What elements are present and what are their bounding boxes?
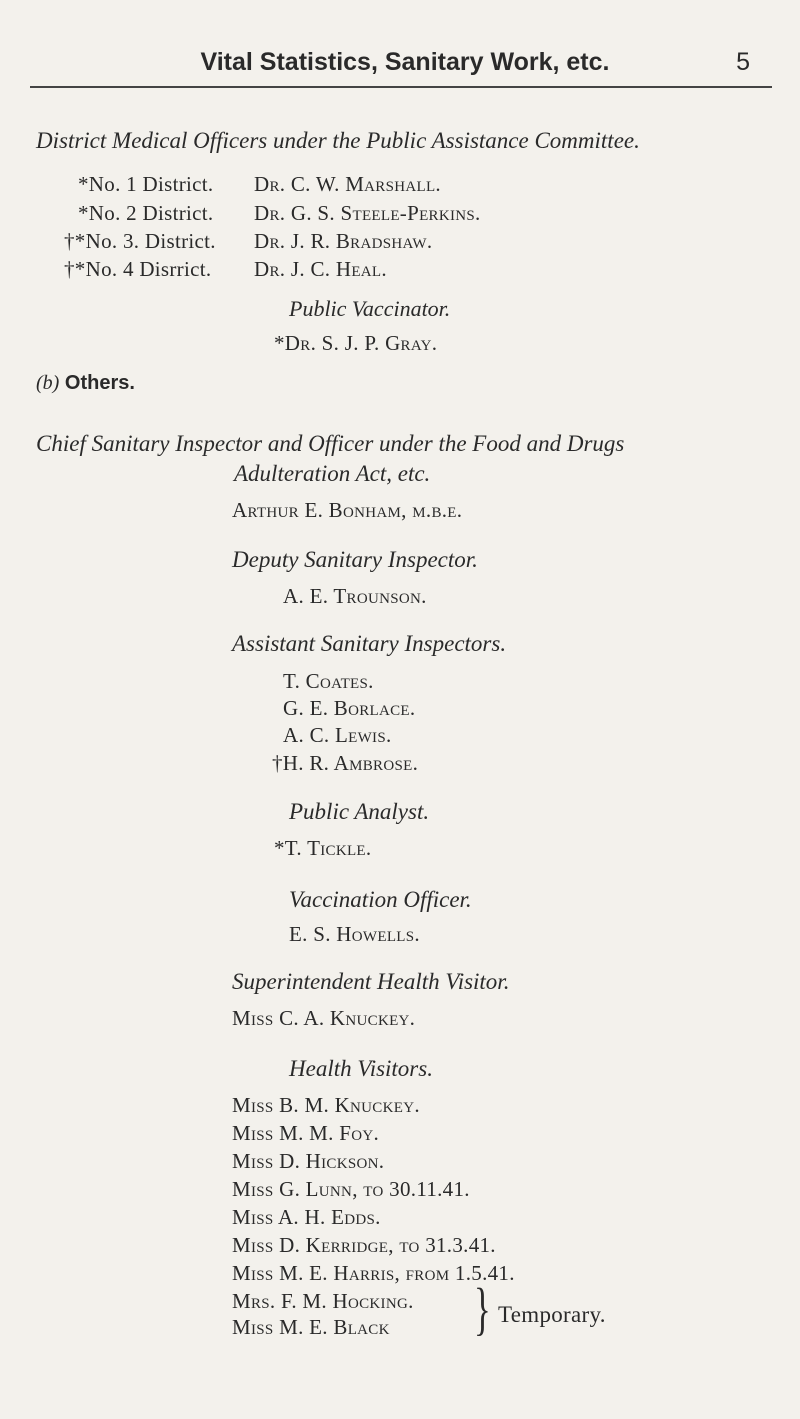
vaccination-officer-name: E. S. Howells. xyxy=(289,922,420,946)
page-number: 5 xyxy=(736,48,750,76)
assistant-inspectors-heading: Assistant Sanitary Inspectors. xyxy=(232,631,507,656)
district-number: *No. 1 District. xyxy=(78,172,214,196)
health-visitor-name: Miss M. E. Black xyxy=(232,1315,390,1339)
public-vaccinator-heading: Public Vaccinator. xyxy=(289,296,451,321)
header-rule xyxy=(30,86,772,88)
officer-name: Dr. C. W. Marshall. xyxy=(254,172,441,196)
health-visitor-name: Miss M. M. Foy. xyxy=(232,1121,380,1145)
public-vaccinator-name: *Dr. S. J. P. Gray. xyxy=(274,331,438,355)
officer-name: Dr. J. C. Heal. xyxy=(254,257,387,281)
chief-inspector-name: Arthur E. Bonham, m.b.e. xyxy=(232,498,463,522)
others-section-label xyxy=(36,372,135,395)
health-visitors-heading: Health Visitors. xyxy=(289,1056,433,1081)
deputy-inspector-heading: Deputy Sanitary Inspector. xyxy=(232,547,478,572)
deputy-inspector-name: A. E. Trounson. xyxy=(283,584,427,608)
health-visitor-name: Miss B. M. Knuckey. xyxy=(232,1093,420,1117)
temporary-label: Temporary. xyxy=(498,1302,606,1327)
health-visitor-name: Mrs. F. M. Hocking. xyxy=(232,1289,414,1313)
vaccination-officer-heading: Vaccination Officer. xyxy=(289,887,472,912)
health-visitor-name: Miss G. Lunn, to 30.11.41. xyxy=(232,1177,470,1201)
public-analyst-name: *T. Tickle. xyxy=(274,836,372,860)
district-number: †*No. 3. District. xyxy=(64,229,216,253)
district-number: *No. 2 District. xyxy=(78,201,214,225)
chief-inspector-heading: Chief Sanitary Inspector and Officer under the Food and Drugs xyxy=(36,431,625,456)
assistant-inspector-name: †H. R. Ambrose. xyxy=(272,751,419,775)
assistant-inspector-name: A. C. Lewis. xyxy=(283,723,392,747)
chief-inspector-heading-cont: Adulteration Act, etc. xyxy=(234,461,431,486)
superintendent-visitor-heading: Superintendent Health Visitor. xyxy=(232,969,510,994)
superintendent-visitor-name: Miss C. A. Knuckey. xyxy=(232,1006,416,1030)
assistant-inspector-name: T. Coates. xyxy=(283,669,374,693)
officer-name: Dr. J. R. Bradshaw. xyxy=(254,229,433,253)
public-analyst-heading: Public Analyst. xyxy=(289,799,430,824)
officer-name: Dr. G. S. Steele-Perkins. xyxy=(254,201,481,225)
health-visitor-name: Miss D. Kerridge, to 31.3.41. xyxy=(232,1233,496,1257)
page-header xyxy=(60,48,750,84)
others-label: Others. xyxy=(64,372,135,394)
assistant-inspector-name: G. E. Borlace. xyxy=(283,696,416,720)
right-brace-icon: } xyxy=(474,1276,491,1341)
health-visitor-name: Miss M. E. Harris, from 1.5.41. xyxy=(232,1261,515,1285)
health-visitor-name: Miss D. Hickson. xyxy=(232,1149,385,1173)
running-title: Vital Statistics, Sanitary Work, etc. xyxy=(200,48,610,76)
district-officers-heading: District Medical Officers under the Public Assistance Committee. xyxy=(36,128,640,153)
district-number: †*No. 4 Disrrict. xyxy=(64,257,212,281)
health-visitor-name: Miss A. H. Edds. xyxy=(232,1205,381,1229)
section-marker: (b) xyxy=(36,372,60,394)
